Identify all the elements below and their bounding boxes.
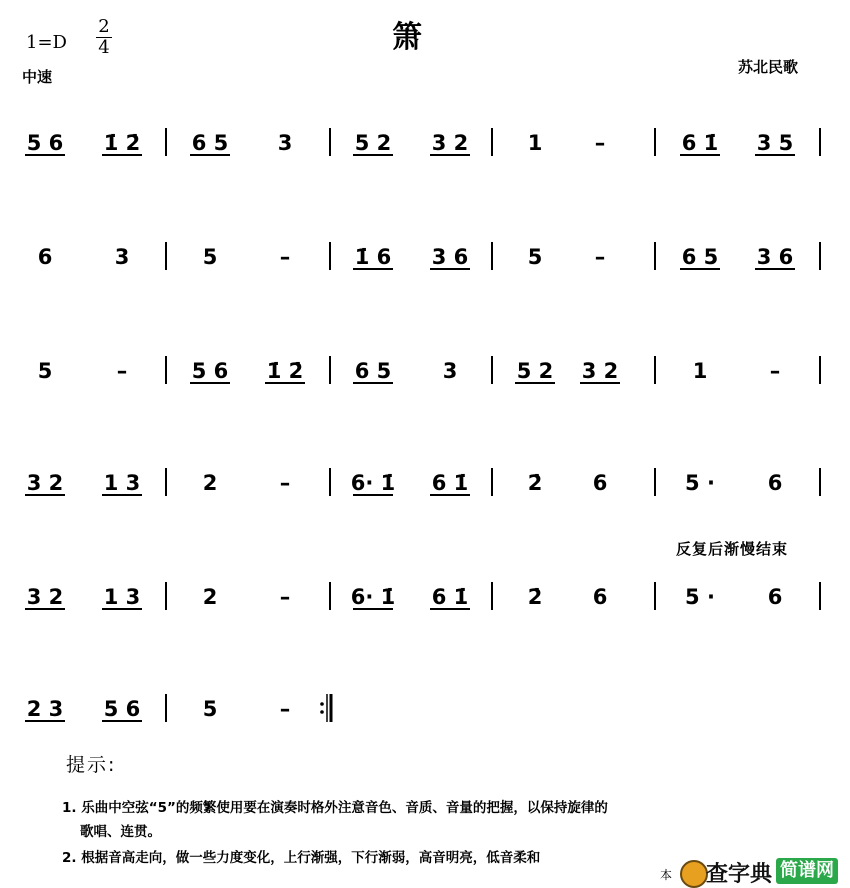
score-note: 3 (114, 245, 130, 269)
tip-1-continued: 歌唱、连贯。 (80, 824, 161, 840)
source-label: 苏北民歌 (738, 58, 799, 76)
score-note: 5 (527, 245, 543, 269)
score-note: 5 6 (103, 697, 141, 721)
score-note: – (594, 131, 606, 155)
score-system-6 (0, 688, 850, 728)
score-note: 5 (202, 245, 218, 269)
score-note: 5 2 (516, 359, 554, 383)
score-note: 5 2 (354, 131, 392, 155)
score-note: 6 5 (681, 245, 719, 269)
score-note: 1̇ 6 (354, 245, 392, 269)
score-note: 2 (202, 585, 218, 609)
score-note: 1 3 (103, 585, 141, 609)
time-signature (96, 18, 112, 57)
score-title: 箫 (392, 20, 422, 55)
score-note: 3 6 (756, 245, 794, 269)
score-note: 5 6 (26, 131, 64, 155)
time-signature-top: 2 (98, 16, 110, 37)
score-note: 5 · (685, 471, 715, 495)
score-note: 5 6 (191, 359, 229, 383)
score-system-4 (0, 462, 850, 502)
tempo-marking: 中速 (22, 68, 53, 86)
score-system-5 (0, 576, 850, 616)
score-note: 6 (37, 245, 53, 269)
score-note: 2 3 (26, 697, 64, 721)
time-signature-bottom: 4 (98, 37, 110, 58)
score-note: – (116, 359, 128, 383)
score-note: 1 (527, 131, 543, 155)
score-note: 6 (767, 471, 783, 495)
score-note: 3 5 (756, 131, 794, 155)
score-note: 1̇ 2̇ (103, 131, 141, 155)
score-note: 5 (37, 359, 53, 383)
mascot-icon (680, 860, 708, 888)
score-system-1 (0, 122, 850, 162)
score-note: 6 1̇ (681, 131, 719, 155)
score-note: 3 (277, 131, 293, 155)
tip-1: 1. 乐曲中空弦“5”的频繁使用要在演奏时格外注意音色、音质、音量的把握，以保持旋律的 (62, 800, 608, 816)
score-note: 3 2 (581, 359, 619, 383)
score-note: 2 (202, 471, 218, 495)
score-note: 3 2 (26, 585, 64, 609)
repeat-dot (320, 702, 324, 706)
score-note: 6 (592, 471, 608, 495)
score-note: 2̇ (527, 471, 543, 495)
score-note: 6 (592, 585, 608, 609)
score-system-2 (0, 236, 850, 276)
score-note: 6 (767, 585, 783, 609)
tip-2: 2. 根据音高走向，做一些力度变化，上行渐强，下行渐弱，高音明亮，低音柔和 (62, 850, 541, 866)
score-note: 6 5 (191, 131, 229, 155)
score-note: – (279, 471, 291, 495)
score-note: – (279, 245, 291, 269)
score-note: 3 6 (431, 245, 469, 269)
score-note: – (769, 359, 781, 383)
watermark-prefix: 本 (660, 868, 673, 882)
ending-instruction: 反复后渐慢结束 (676, 540, 789, 558)
score-note: – (594, 245, 606, 269)
score-note: 6 1̇ (431, 585, 469, 609)
score-note: 3 (442, 359, 458, 383)
score-note: 3 2 (431, 131, 469, 155)
score-note: 6 5 (354, 359, 392, 383)
score-note: 6 1̇ (431, 471, 469, 495)
tips-heading: 提示: (66, 754, 117, 776)
score-note: 5 (202, 697, 218, 721)
score-system-3 (0, 350, 850, 390)
site-watermark (660, 856, 850, 888)
score-note: 1̇ 2̇ (266, 359, 304, 383)
score-note: – (279, 697, 291, 721)
score-note: 6· 1̇ (350, 471, 396, 495)
score-note: 2̇ (527, 585, 543, 609)
repeat-dot (320, 710, 324, 714)
score-note: 5 · (685, 585, 715, 609)
key-signature: 1=D (26, 32, 67, 53)
score-note: 6· 1̇ (350, 585, 396, 609)
watermark-name: 查字典 (706, 862, 773, 887)
score-note: – (279, 585, 291, 609)
score-note: 1 (692, 359, 708, 383)
watermark-badge: 简谱网 (776, 858, 838, 884)
score-note: 3 2 (26, 471, 64, 495)
score-note: 1 3 (103, 471, 141, 495)
